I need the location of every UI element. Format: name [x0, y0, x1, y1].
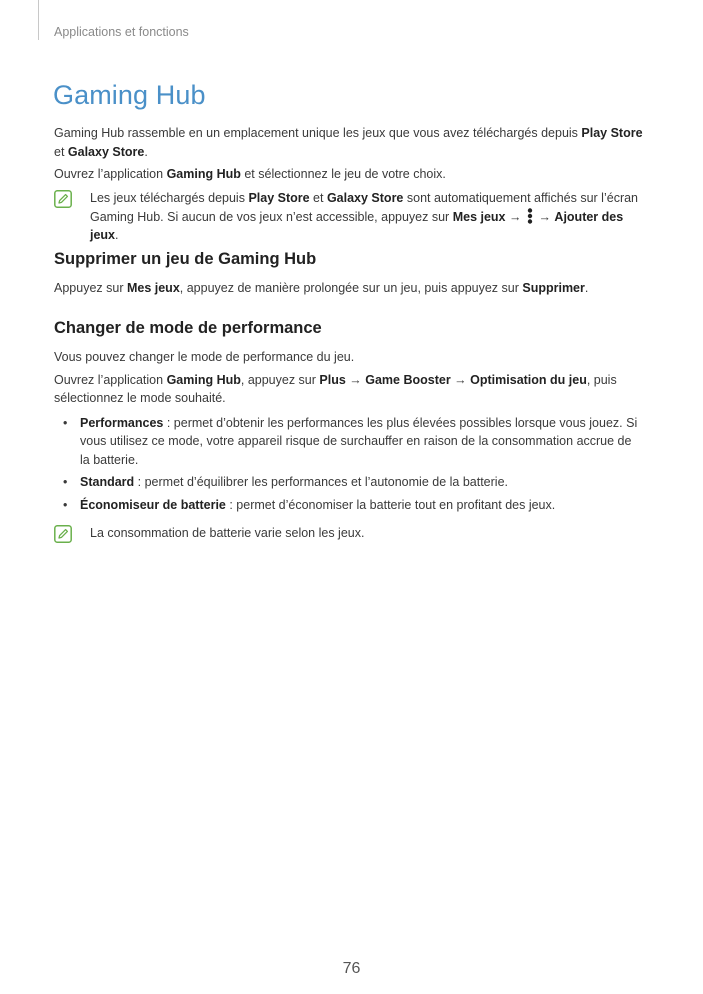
intro-paragraph-1: Gaming Hub rassemble en un emplacement unique les jeux que vous avez téléchargés depuis Play Store et Galaxy Store.: [54, 126, 643, 159]
intro-paragraph-2: Ouvrez l’application Gaming Hub et sélectionnez le jeu de votre choix.: [54, 167, 446, 181]
more-options-icon: [527, 208, 533, 224]
note-1: [54, 189, 654, 245]
performance-intro: Vous pouvez changer le mode de performance du jeu.: [54, 350, 355, 364]
note-pencil-icon: [54, 190, 72, 208]
header-divider: [38, 0, 39, 40]
list-item: • Économiseur de batterie : permet d’économiser la batterie tout en profitant des jeux.: [63, 497, 556, 512]
section-heading-performance: Changer de mode de performance: [54, 319, 322, 337]
page-number: 76: [342, 960, 361, 977]
performance-mode-list: [54, 414, 644, 515]
list-item: • Performances : permet d’obtenir les performances les plus élevées possibles lorsque vous jouez. Si vous utilisez ce mode, votre appareil risque de surchauffer en raison de la consommation accrue de la batterie.: [63, 415, 638, 467]
performance-instructions: Ouvrez l’application Gaming Hub, appuyez sur Plus → Game Booster → Optimisation du jeu, puis sélectionnez le mode souhaité.: [54, 372, 617, 405]
breadcrumb: Applications et fonctions: [54, 25, 189, 39]
note-pencil-icon: [54, 525, 72, 543]
section-delete-paragraph: Appuyez sur Mes jeux, appuyez de manière prolongée sur un jeu, puis appuyez sur Supprimer.: [54, 281, 589, 295]
section-performance-body: [54, 348, 644, 518]
note-2-text: La consommation de batterie varie selon les jeux.: [90, 526, 365, 540]
section-heading-delete: Supprimer un jeu de Gaming Hub: [54, 250, 317, 268]
intro: [54, 124, 654, 184]
list-item: • Standard : permet d’équilibrer les performances et l’autonomie de la batterie.: [63, 475, 508, 489]
note-1-text: Les jeux téléchargés depuis Play Store et Galaxy Store sont automatiquement affichés sur l’écran Gaming Hub. Si aucun de vos jeux n’est accessible, appuyez sur Mes jeux → → Ajouter des jeux.: [90, 191, 639, 242]
section-delete-body: [54, 279, 654, 298]
note-2: [54, 524, 654, 543]
page-title: Gaming Hub: [53, 80, 206, 110]
